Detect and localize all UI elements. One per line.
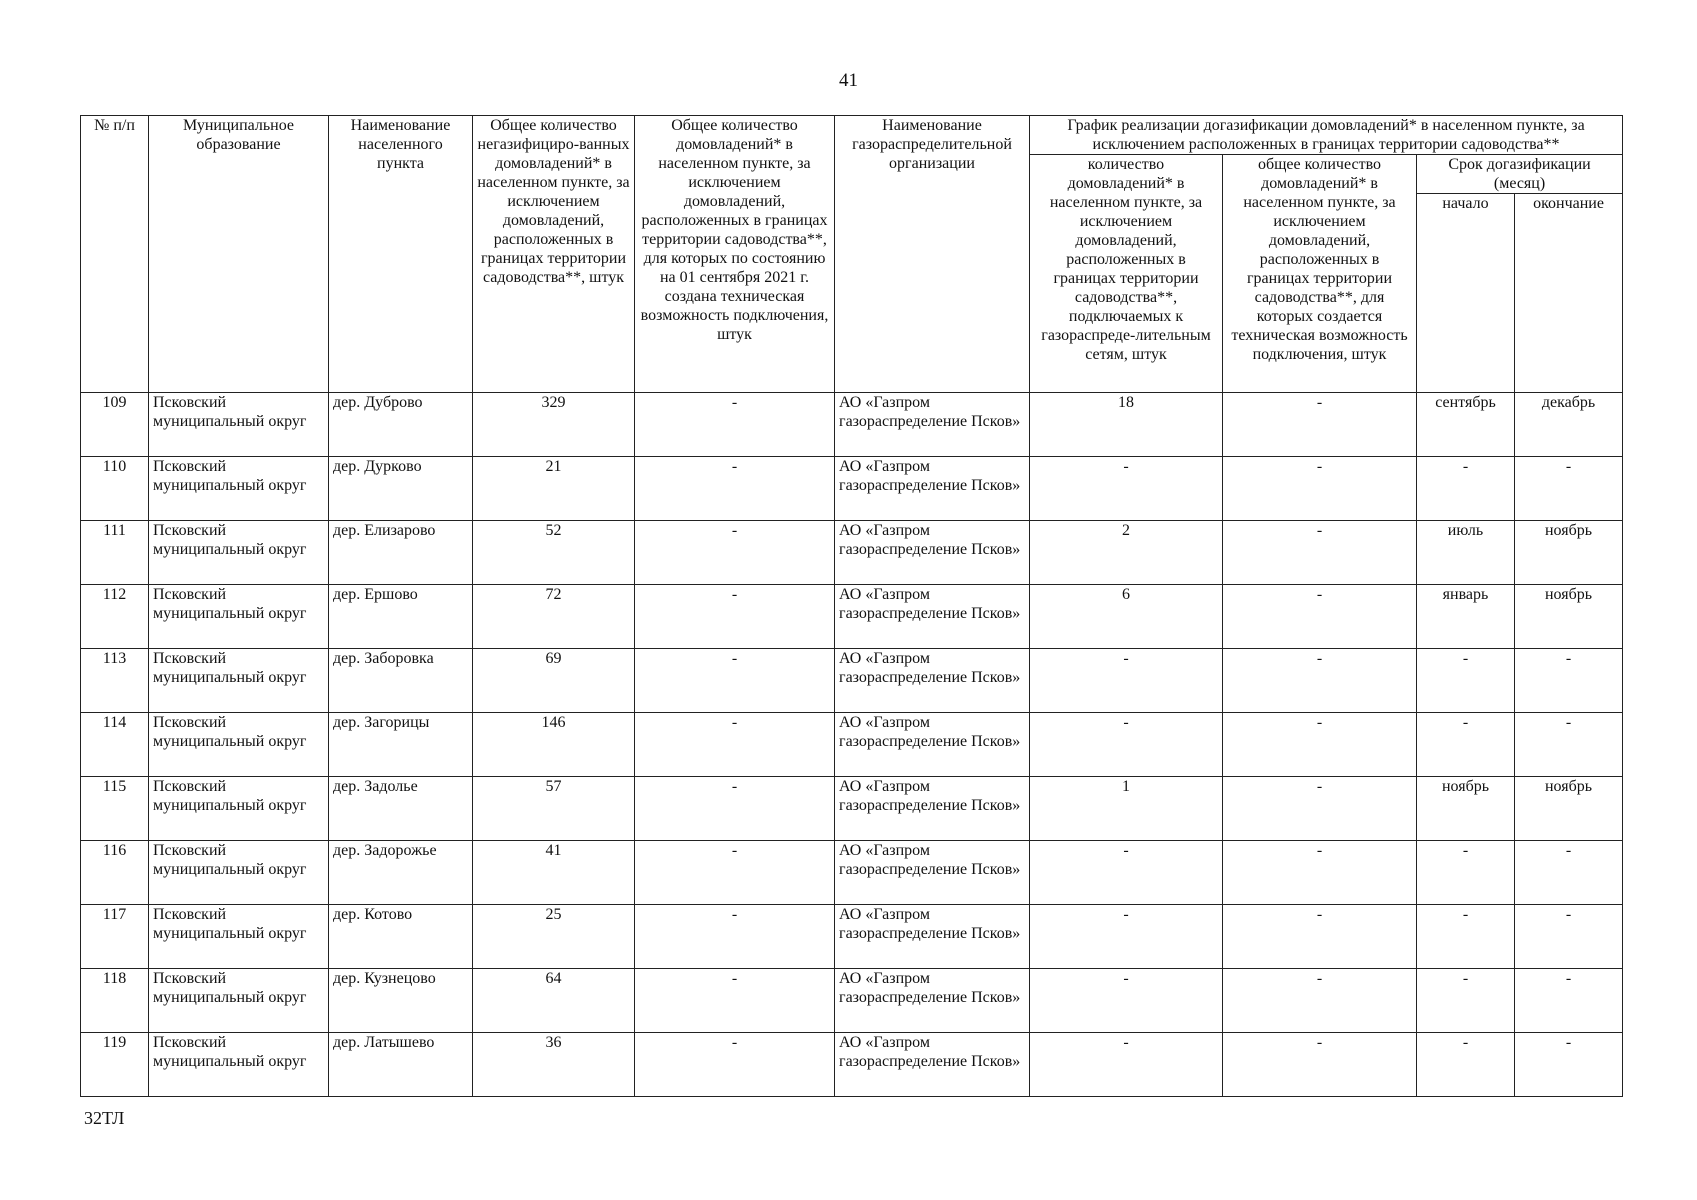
- table-header: [81, 116, 1623, 393]
- table-row: [81, 457, 1623, 521]
- cell-total-tech: -: [635, 585, 835, 649]
- cell-total-nongas: 25: [473, 905, 635, 969]
- cell-total-nongas: 146: [473, 713, 635, 777]
- header-total-nongas: Общее количество негазифициро-ванных домовладений* в населенном пункте, за исключением домовладений, расположенных в границах территории садоводства**, штук: [473, 116, 635, 393]
- header-settlement: Наименование населенного пункта: [329, 116, 473, 393]
- cell-total-nongas: 57: [473, 777, 635, 841]
- cell-total-tech: -: [635, 905, 835, 969]
- cell-municipality: Псковский муниципальный округ: [149, 841, 329, 905]
- cell-gas-org: АО «Газпром газораспределение Псков»: [835, 777, 1030, 841]
- cell-count-connected: 6: [1030, 585, 1223, 649]
- cell-total-nongas: 69: [473, 649, 635, 713]
- cell-total-tech: -: [635, 521, 835, 585]
- cell-count-tech: -: [1223, 585, 1417, 649]
- cell-count-connected: -: [1030, 841, 1223, 905]
- cell-municipality: Псковский муниципальный округ: [149, 393, 329, 457]
- cell-gas-org: АО «Газпром газораспределение Псков»: [835, 905, 1030, 969]
- cell-end: -: [1515, 841, 1623, 905]
- cell-num: 110: [81, 457, 149, 521]
- cell-count-connected: -: [1030, 969, 1223, 1033]
- cell-num: 119: [81, 1033, 149, 1097]
- cell-total-tech: -: [635, 649, 835, 713]
- cell-municipality: Псковский муниципальный округ: [149, 777, 329, 841]
- cell-count-tech: -: [1223, 1033, 1417, 1097]
- table-row: [81, 393, 1623, 457]
- cell-total-tech: -: [635, 1033, 835, 1097]
- cell-count-tech: -: [1223, 841, 1417, 905]
- cell-total-tech: -: [635, 457, 835, 521]
- header-total-tech: Общее количество домовладений* в населенном пункте, за исключением домовладений, расположенных в границах территории садоводства**, для которых по состоянию на 01 сентября 2021 г. создана техническая возможность подключения, штук: [635, 116, 835, 393]
- cell-municipality: Псковский муниципальный округ: [149, 905, 329, 969]
- cell-gas-org: АО «Газпром газораспределение Псков»: [835, 969, 1030, 1033]
- cell-settlement: дер. Задорожье: [329, 841, 473, 905]
- table-row: [81, 969, 1623, 1033]
- cell-gas-org: АО «Газпром газораспределение Псков»: [835, 1033, 1030, 1097]
- cell-count-tech: -: [1223, 457, 1417, 521]
- cell-num: 111: [81, 521, 149, 585]
- cell-num: 113: [81, 649, 149, 713]
- cell-total-tech: -: [635, 969, 835, 1033]
- table-row: [81, 649, 1623, 713]
- cell-settlement: дер. Задолье: [329, 777, 473, 841]
- page-number: 41: [839, 70, 858, 91]
- cell-start: -: [1417, 649, 1515, 713]
- cell-end: декабрь: [1515, 393, 1623, 457]
- cell-end: -: [1515, 1033, 1623, 1097]
- cell-end: -: [1515, 457, 1623, 521]
- cell-count-tech: -: [1223, 969, 1417, 1033]
- cell-municipality: Псковский муниципальный округ: [149, 585, 329, 649]
- cell-num: 114: [81, 713, 149, 777]
- cell-total-nongas: 329: [473, 393, 635, 457]
- header-gas-org: Наименование газораспределительной организации: [835, 116, 1030, 393]
- cell-count-tech: -: [1223, 649, 1417, 713]
- table-row: [81, 905, 1623, 969]
- cell-total-tech: -: [635, 393, 835, 457]
- cell-start: -: [1417, 457, 1515, 521]
- header-start: начало: [1417, 194, 1515, 393]
- cell-settlement: дер. Котово: [329, 905, 473, 969]
- cell-end: -: [1515, 713, 1623, 777]
- cell-settlement: дер. Елизарово: [329, 521, 473, 585]
- header-schedule: График реализации догазификации домовладений* в населенном пункте, за исключением расположенных в границах территории садоводства**: [1030, 116, 1623, 155]
- cell-settlement: дер. Латышево: [329, 1033, 473, 1097]
- table-row: [81, 713, 1623, 777]
- cell-start: -: [1417, 713, 1515, 777]
- footer-code: 32ТЛ: [84, 1108, 125, 1128]
- table-row: [81, 521, 1623, 585]
- cell-start: июль: [1417, 521, 1515, 585]
- cell-gas-org: АО «Газпром газораспределение Псков»: [835, 649, 1030, 713]
- cell-end: ноябрь: [1515, 521, 1623, 585]
- cell-municipality: Псковский муниципальный округ: [149, 521, 329, 585]
- table-row: [81, 777, 1623, 841]
- cell-start: -: [1417, 841, 1515, 905]
- header-count-connected: количество домовладений* в населенном пункте, за исключением домовладений, расположенных в границах территории садоводства**, подключаемых к газораспреде-лительным сетям, штук: [1030, 155, 1223, 393]
- cell-total-nongas: 36: [473, 1033, 635, 1097]
- table-row: [81, 841, 1623, 905]
- cell-count-tech: -: [1223, 777, 1417, 841]
- cell-gas-org: АО «Газпром газораспределение Псков»: [835, 457, 1030, 521]
- cell-gas-org: АО «Газпром газораспределение Псков»: [835, 585, 1030, 649]
- cell-municipality: Псковский муниципальный округ: [149, 649, 329, 713]
- cell-settlement: дер. Дурково: [329, 457, 473, 521]
- cell-settlement: дер. Дуброво: [329, 393, 473, 457]
- cell-num: 112: [81, 585, 149, 649]
- cell-total-nongas: 52: [473, 521, 635, 585]
- cell-start: -: [1417, 1033, 1515, 1097]
- cell-count-connected: -: [1030, 1033, 1223, 1097]
- cell-num: 115: [81, 777, 149, 841]
- cell-total-nongas: 21: [473, 457, 635, 521]
- cell-settlement: дер. Загорицы: [329, 713, 473, 777]
- cell-count-connected: 1: [1030, 777, 1223, 841]
- table-row: [81, 585, 1623, 649]
- cell-municipality: Псковский муниципальный округ: [149, 969, 329, 1033]
- cell-count-tech: -: [1223, 713, 1417, 777]
- cell-count-connected: 18: [1030, 393, 1223, 457]
- cell-start: ноябрь: [1417, 777, 1515, 841]
- cell-num: 116: [81, 841, 149, 905]
- cell-start: январь: [1417, 585, 1515, 649]
- cell-start: сентябрь: [1417, 393, 1515, 457]
- cell-end: ноябрь: [1515, 585, 1623, 649]
- cell-total-tech: -: [635, 841, 835, 905]
- cell-count-connected: -: [1030, 905, 1223, 969]
- cell-gas-org: АО «Газпром газораспределение Псков»: [835, 521, 1030, 585]
- cell-count-connected: 2: [1030, 521, 1223, 585]
- header-term: Срок догазификации (месяц): [1417, 155, 1623, 194]
- cell-total-tech: -: [635, 713, 835, 777]
- cell-count-tech: -: [1223, 393, 1417, 457]
- cell-num: 109: [81, 393, 149, 457]
- cell-total-tech: -: [635, 777, 835, 841]
- cell-count-tech: -: [1223, 905, 1417, 969]
- cell-municipality: Псковский муниципальный округ: [149, 1033, 329, 1097]
- cell-count-connected: -: [1030, 713, 1223, 777]
- table-row: [81, 1033, 1623, 1097]
- header-municipality: Муниципальное образование: [149, 116, 329, 393]
- cell-start: -: [1417, 905, 1515, 969]
- cell-num: 117: [81, 905, 149, 969]
- cell-settlement: дер. Кузнецово: [329, 969, 473, 1033]
- header-end: окончание: [1515, 194, 1623, 393]
- table-body: [81, 393, 1623, 1097]
- cell-total-nongas: 64: [473, 969, 635, 1033]
- cell-total-nongas: 41: [473, 841, 635, 905]
- cell-gas-org: АО «Газпром газораспределение Псков»: [835, 713, 1030, 777]
- header-num: № п/п: [81, 116, 149, 393]
- cell-municipality: Псковский муниципальный округ: [149, 457, 329, 521]
- cell-settlement: дер. Заборовка: [329, 649, 473, 713]
- cell-end: -: [1515, 905, 1623, 969]
- cell-end: -: [1515, 969, 1623, 1033]
- cell-gas-org: АО «Газпром газораспределение Псков»: [835, 841, 1030, 905]
- cell-num: 118: [81, 969, 149, 1033]
- cell-total-nongas: 72: [473, 585, 635, 649]
- cell-end: -: [1515, 649, 1623, 713]
- header-count-tech: общее количество домовладений* в населенном пункте, за исключением домовладений, расположенных в границах территории садоводства**, для которых создается техническая возможность подключения, штук: [1223, 155, 1417, 393]
- cell-settlement: дер. Ершово: [329, 585, 473, 649]
- cell-municipality: Псковский муниципальный округ: [149, 713, 329, 777]
- cell-gas-org: АО «Газпром газораспределение Псков»: [835, 393, 1030, 457]
- cell-end: ноябрь: [1515, 777, 1623, 841]
- gasification-table: [80, 115, 1623, 1097]
- cell-count-connected: -: [1030, 457, 1223, 521]
- cell-start: -: [1417, 969, 1515, 1033]
- cell-count-tech: -: [1223, 521, 1417, 585]
- cell-count-connected: -: [1030, 649, 1223, 713]
